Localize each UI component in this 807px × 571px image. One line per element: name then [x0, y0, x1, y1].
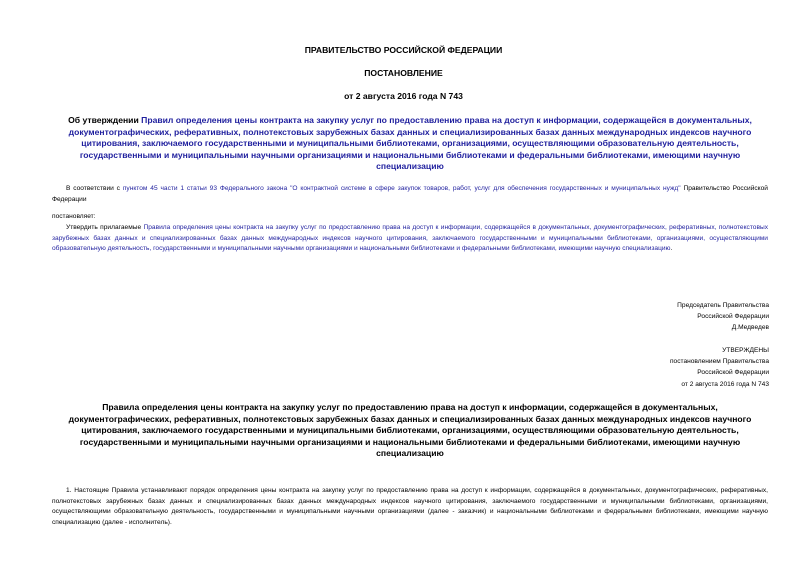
preamble-law-link[interactable]: пунктом 45 части 1 статьи 93 Федерального закона "О контрактной системе в сфере закупок товаров, работ, услуг для обеспечения государственных и муниципальных нужд" [122, 185, 681, 192]
preamble-text-before: В соответствии с [66, 185, 123, 192]
resolves-text: постановляет: [52, 213, 96, 220]
approved-block [549, 345, 769, 390]
approved-label: УТВЕРЖДЕНЫ [722, 347, 769, 354]
preamble-text-after: Правительство Российской Федерации [52, 185, 768, 203]
approve-paragraph [52, 223, 768, 255]
approved-by: постановлением Правительства [669, 358, 769, 366]
about-title [52, 115, 768, 173]
preamble-paragraph [52, 184, 768, 205]
about-prefix: Об утверждении [68, 115, 142, 125]
rules-title: Правила определения цены контракта на закупку услуг по предоставлению права на доступ к информации, содержащейся в документальных, документографических, реферативных, полнотекстовых зарубежных базах данных и специализированных базах данных международных индексов научного цитирования, заключаемого государственными и муниципальными библиотеками, организациями, осуществляющими образовательную деятельность, государственными и муниципальными научными организациями и национальными библиотеками и федеральными библиотеками, имеющими научную специализацию [68, 402, 752, 459]
approve-rules-link[interactable]: Правила определения цены контракта на закупку услуг по предоставлению права на доступ к информации, содержащейся в документальных, документографических, реферативных, полнотекстовых зарубежных базах данных и специализированных базах данных международных индексов научного цитирования, заключаемого государственными и муниципальными библиотеками, организациями, осуществляющими образовательную деятельность, государственными и муниципальными научными организациями и национальными библиотеками и федеральными библиотеками, имеющими научную специализацию [52, 224, 768, 253]
approved-country: Российской Федерации [697, 369, 769, 377]
government-heading: ПРАВИТЕЛЬСТВО РОССИЙСКОЙ ФЕДЕРАЦИИ [304, 45, 503, 55]
approve-text-after: . [670, 245, 673, 253]
approve-text-before: Утвердить прилагаемые [66, 224, 144, 231]
signature-country: Российской Федерации [697, 313, 769, 321]
about-title-link[interactable]: Правил определения цены контракта на закупку услуг по предоставлению права на доступ к информации, содержащейся в документальных, документографических, реферативных, полнотекстовых зарубежных базах данных и специализированных базах данных международных индексов научного цитирования, заключаемого государственными и муниципальными библиотеками, организациями, осуществляющими образовательную деятельность, государственными и муниципальными научными организациями и национальными библиотеками и федеральными библиотеками, имеющими научную специализацию [68, 115, 752, 172]
document-type-heading: ПОСТАНОВЛЕНИЕ [364, 68, 443, 78]
signature-block [549, 300, 769, 334]
date-number-heading: от 2 августа 2016 года N 743 [344, 91, 463, 101]
clause-1: 1. Настоящие Правила устанавливают порядок определения цены контракта на закупку услуг по предоставлению права на доступ к информации, содержащейся в документальных, документографических, реферативных, полнотекстовых зарубежных базах данных и специализированных базах данных международных индексов научного цитирования, заключаемого государственными и муниципальными библиотеками, организациями, осуществляющими образовательную деятельность, государственными и муниципальными научными организациями (далее - заказчик) и национальными библиотеками и федеральными библиотеками, имеющими научную специализацию (далее - исполнитель). [52, 487, 768, 526]
approved-date: от 2 августа 2016 года N 743 [681, 380, 769, 388]
signature-position: Председатель Правительства [677, 302, 769, 309]
signature-name: Д.Медведев [731, 324, 769, 332]
